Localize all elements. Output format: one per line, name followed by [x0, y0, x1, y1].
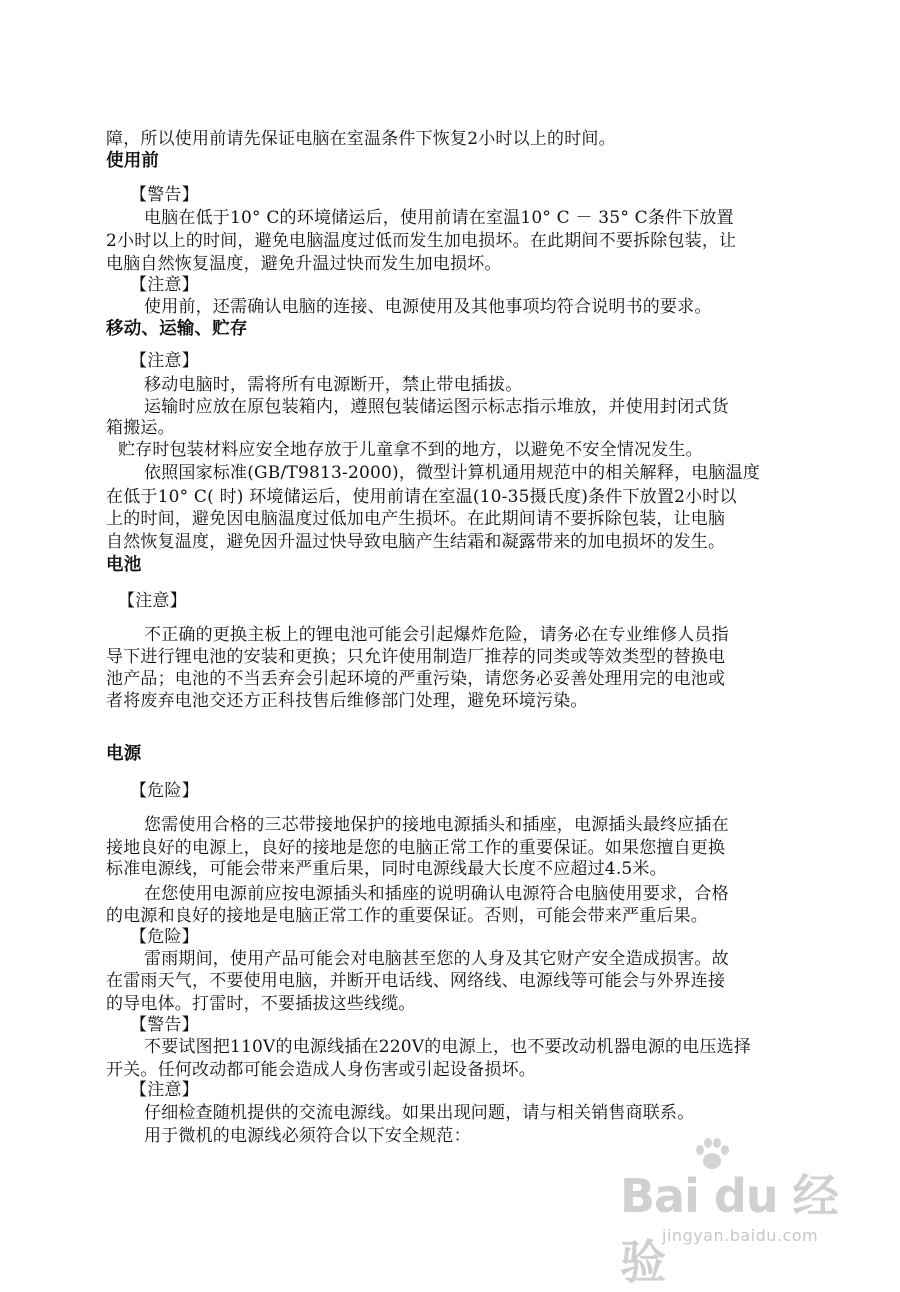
text-line: 池产品；电池的不当丢弃会引起环境的严重污染，请您务必妥善处理用完的电池或 [106, 669, 726, 689]
text-line: 电脑自然恢复温度，避免升温过快而发生加电损坏。 [106, 254, 502, 274]
section-heading-power: 电源 [106, 744, 142, 764]
danger-label: 【危险】 [130, 927, 199, 947]
text-line: 者将废弃电池交还方正科技售后维修部门处理，避免环境污染。 [106, 691, 588, 711]
section-heading-before-use: 使用前 [106, 151, 160, 171]
text-line: 依照国家标准(GB/T9813-2000)，微型计算机通用规范中的相关解释，电脑温度 [144, 463, 761, 483]
text-line: 移动电脑时，需将所有电源断开，禁止带电插拔。 [144, 375, 523, 395]
warning-label: 【警告】 [130, 1015, 199, 1035]
text-line: 使用前，还需确认电脑的连接、电源使用及其他事项均符合说明书的要求。 [144, 297, 712, 317]
text-line: 上的时间，避免因电脑温度过低加电产生损坏。在此期间请不要拆除包装，让电脑 [106, 509, 726, 529]
text-line: 不正确的更换主板上的锂电池可能会引起爆炸危险，请务必在专业维修人员指 [144, 625, 729, 645]
warning-label: 【警告】 [130, 185, 199, 205]
watermark-logo: Bai du 经验 [620, 1169, 838, 1289]
text-line: 开关。任何改动都可能会造成人身伤害或引起设备损坏。 [106, 1060, 536, 1080]
text-line: 雷雨期间，使用产品可能会对电脑甚至您的人身及其它财产安全造成损害。故 [144, 949, 729, 969]
text-line: 障，所以使用前请先保证电脑在室温条件下恢复2小时以上的时间。 [106, 129, 616, 149]
text-line: 的电源和良好的接地是电脑正常工作的重要保证。否则，可能会带来严重后果。 [106, 906, 708, 926]
text-line: 用于微机的电源线必须符合以下安全规范： [144, 1126, 471, 1146]
text-line: 在您使用电源前应按电源插头和插座的说明确认电源符合电脑使用要求，合格 [144, 884, 729, 904]
text-line: 2小时以上的时间，避免电脑温度过低而发生加电损坏。在此期间不要拆除包装，让 [106, 231, 737, 251]
text-line: 电脑在低于10° C的环境储运后，使用前请在室温10° C － 35° C条件下放置 [144, 208, 734, 228]
notice-label: 【注意】 [130, 351, 199, 371]
section-heading-transport: 移动、运输、贮存 [106, 319, 248, 339]
text-line: 您需使用合格的三芯带接地保护的接地电源插头和插座，电源插头最终应插在 [144, 815, 729, 835]
text-line: 不要试图把110V的电源线插在220V的电源上，也不要改动机器电源的电压选择 [144, 1037, 752, 1057]
text-line: 在雷雨天气，不要使用电脑，并断开电话线、网络线、电源线等可能会与外界连接 [106, 971, 726, 991]
text-line: 在低于10° C( 时) 环境储运后，使用前请在室温(10-35摄氏度)条件下放置2小时以 [106, 487, 737, 507]
text-line: 箱搬运。 [106, 418, 175, 438]
danger-label: 【危险】 [130, 781, 199, 801]
text-line: 自然恢复温度，避免因升温过快导致电脑产生结霜和凝露带来的加电损坏的发生。 [106, 532, 726, 552]
text-line: 接地良好的电源上，良好的接地是您的电脑正常工作的重要保证。如果您擅自更换 [106, 838, 726, 858]
text-line: 的导电体。打雷时，不要插拔这些线缆。 [106, 994, 416, 1014]
text-line: 标准电源线，可能会带来严重后果，同时电源线最大长度不应超过4.5米。 [106, 859, 667, 879]
text-line: 导下进行锂电池的安装和更换；只允许使用制造厂推荐的同类或等效类型的替换电 [106, 647, 726, 667]
baidu-jingyan-watermark [620, 1160, 840, 1289]
watermark-url: jingyan.baidu.com [662, 1226, 819, 1245]
text-line: 仔细检查随机提供的交流电源线。如果出现问题，请与相关销售商联系。 [144, 1103, 695, 1123]
notice-label: 【注意】 [130, 1080, 199, 1100]
section-heading-battery: 电池 [106, 555, 142, 575]
text-line: 贮存时包装材料应安全地存放于儿童拿不到的地方，以避免不安全情况发生。 [118, 440, 703, 460]
notice-label: 【注意】 [130, 275, 199, 295]
notice-label: 【注意】 [118, 591, 187, 611]
text-line: 运输时应放在原包装箱内，遵照包装储运图示标志指示堆放，并使用封闭式货 [144, 397, 729, 417]
